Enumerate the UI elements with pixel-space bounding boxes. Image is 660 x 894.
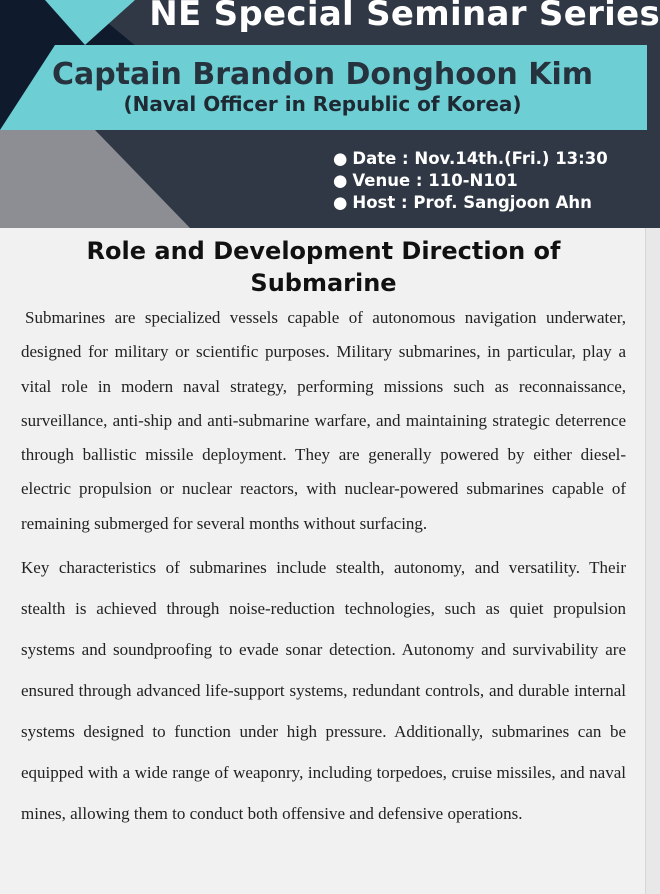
article	[21, 228, 626, 834]
detail-date	[333, 148, 608, 170]
bullet-icon: ●	[333, 193, 348, 212]
speaker-name: Captain Brandon Donghoon Kim	[51, 57, 594, 92]
bullet-icon: ●	[333, 149, 348, 168]
article-paragraph: Submarines are specialized vessels capable of autonomous navigation underwater, designed for military or scientific purposes. Military submarines, in particular, play a vital role in modern naval strategy, performing missions such as reconnaissance, surveillance, anti-ship and anti-submarine warfare, and maintaining strategic deterrence through ballistic missile deployment. They are generally powered by either diesel-electric propulsion or nuclear reactors, with nuclear-powered submarines capable of remaining submerged for several months without surfacing.	[21, 308, 626, 533]
date-text: Date : Nov.14th.(Fri.) 13:30	[352, 149, 608, 168]
venue-text: Venue : 110-N101	[352, 171, 518, 190]
speaker-role: (Naval Officer in Republic of Korea)	[123, 92, 522, 116]
series-title: NE Special Seminar Series	[149, 0, 660, 34]
seminar-details	[333, 148, 608, 214]
bullet-icon: ●	[333, 171, 348, 190]
scrollbar[interactable]	[645, 228, 660, 894]
host-text: Host : Prof. Sangjoon Ahn	[352, 193, 592, 212]
article-title: Role and Development Direction of Submarine	[86, 237, 561, 297]
detail-venue	[333, 170, 608, 192]
seminar-banner	[0, 0, 660, 228]
article-paragraph: Key characteristics of submarines include stealth, autonomy, and versatility. Their stealth is achieved through noise-reduction technologies, such as quiet propulsion systems and soundproofing to evade sonar detection. Autonomy and survivability are ensured through advanced life-support systems, redundant controls, and durable internal systems designed to function under high pressure. Additionally, submarines can be equipped with a wide range of weaponry, including torpedoes, cruise missiles, and naval mines, allowing them to conduct both offensive and defensive operations.	[21, 558, 626, 824]
detail-host	[333, 192, 608, 214]
